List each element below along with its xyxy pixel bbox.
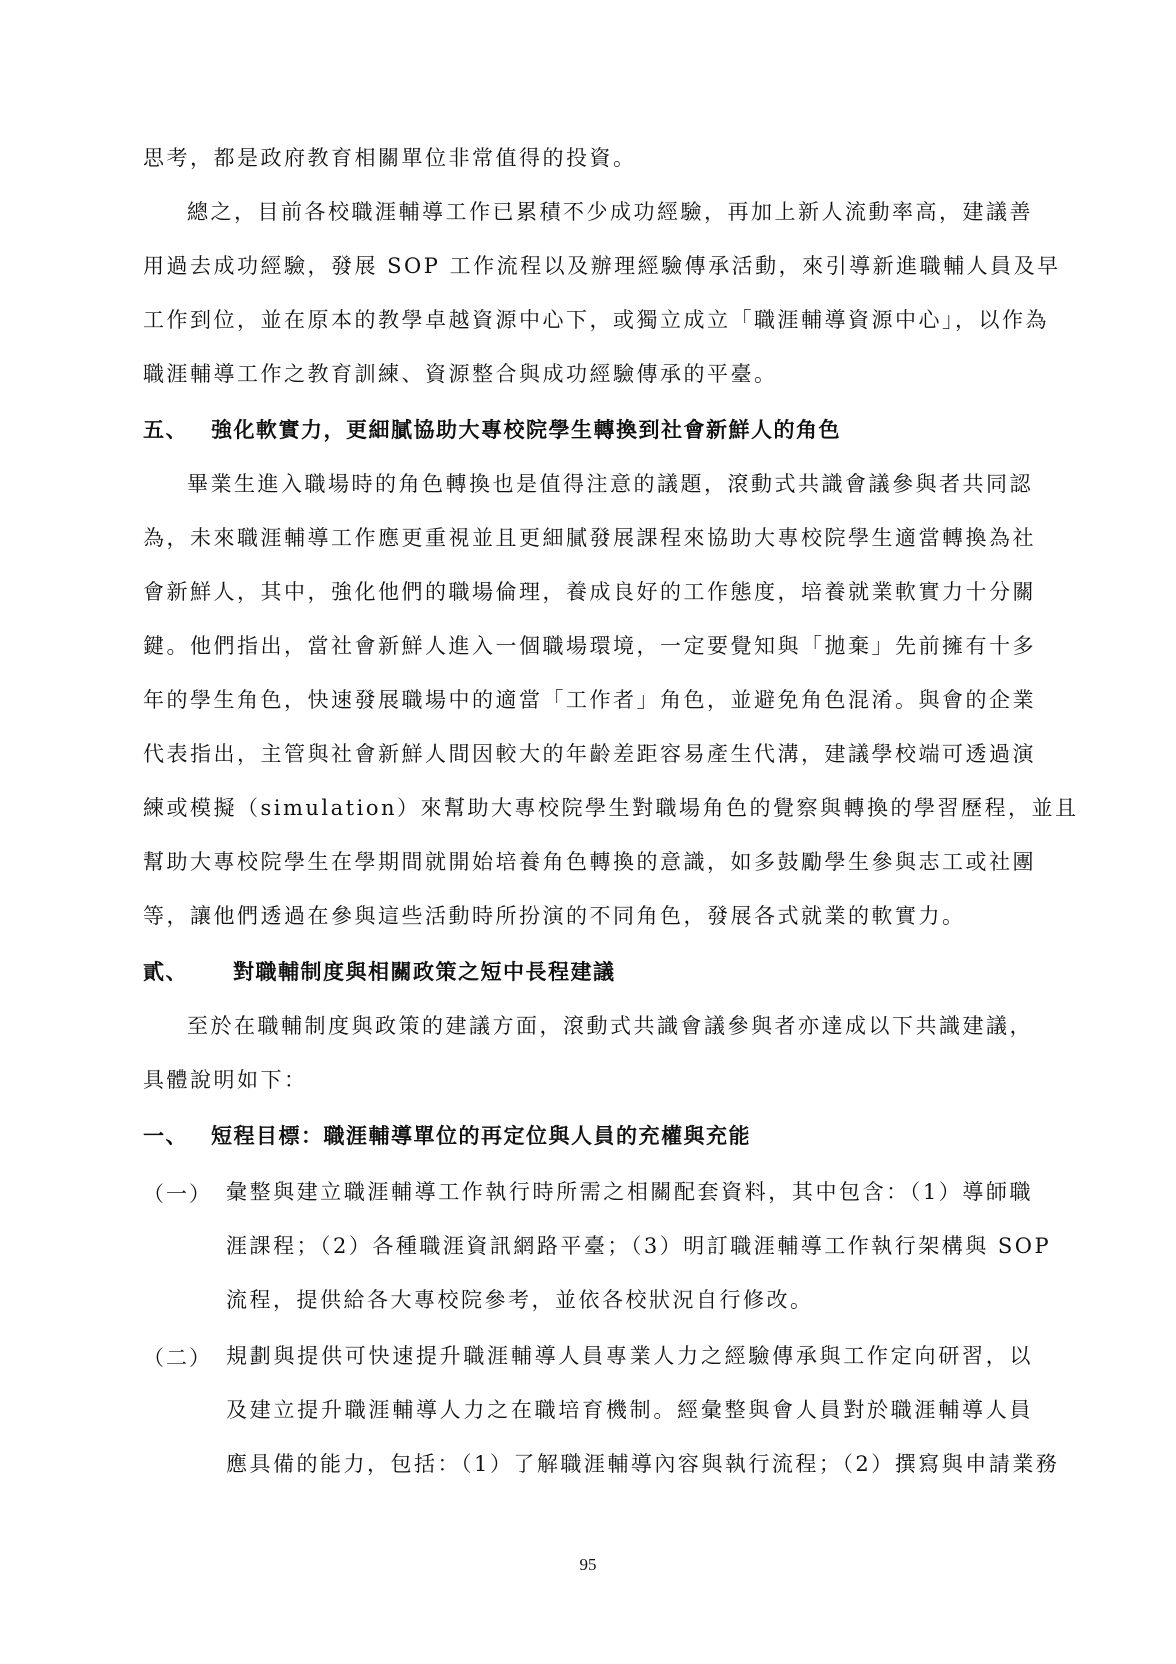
paragraph-line: 年的學生角色，快速發展職場中的適當「工作者」角色，並避免角色混淆。與會的企業	[143, 688, 1036, 712]
paragraph-line: 具體說明如下：	[143, 1068, 308, 1092]
section-title: 對職輔制度與相關政策之短中長程建議	[233, 959, 616, 984]
paragraph-line: 幫助大專校院學生在學期間就開始培養角色轉換的意識，如多鼓勵學生參與志工或社團	[143, 850, 1036, 874]
paragraph-line: 等，讓他們透過在參與這些活動時所扮演的不同角色，發展各式就業的軟實力。	[143, 904, 966, 928]
list-item-line: 應具備的能力，包括：（1）了解職涯輔導內容與執行流程；（2）撰寫與申請業務	[226, 1452, 1060, 1476]
section-number: 貳、	[143, 959, 188, 984]
list-item-line: 規劃與提供可快速提升職涯輔導人員專業人力之經驗傳承與工作定向研習，以	[226, 1344, 1033, 1368]
paragraph-line: 會新鮮人，其中，強化他們的職場倫理，養成良好的工作態度，培養就業軟實力十分關	[143, 580, 1036, 604]
subsection-number: 一、	[143, 1123, 188, 1148]
list-item-line: 彙整與建立職涯輔導工作執行時所需之相關配套資料，其中包含：（1）導師職	[226, 1180, 1033, 1204]
list-item-number: （一）	[143, 1182, 212, 1206]
paragraph-line: 鍵。他們指出，當社會新鮮人進入一個職場環境，一定要覺知與「拋棄」先前擁有十多	[143, 634, 1036, 658]
paragraph-line: 思考，都是政府教育相關單位非常值得的投資。	[143, 146, 637, 170]
paragraph-line: 總之，目前各校職涯輔導工作已累積不少成功經驗，再加上新人流動率高，建議善	[187, 200, 1033, 224]
list-item-number: （二）	[143, 1346, 212, 1370]
paragraph-line: 至於在職輔制度與政策的建議方面，滾動式共識會議參與者亦達成以下共識建議，	[187, 1014, 1033, 1038]
list-item-line: 及建立提升職涯輔導人力之在職培育機制。經彙整與會人員對於職涯輔導人員	[226, 1398, 1033, 1422]
page-number: 95	[579, 1555, 597, 1574]
list-item-line: 涯課程；（2）各種職涯資訊網路平臺；（3）明訂職涯輔導工作執行架構與 SOP	[226, 1234, 1052, 1258]
paragraph-line: 代表指出，主管與社會新鮮人間因較大的年齡差距容易產生代溝，建議學校端可透過演	[143, 742, 1036, 766]
paragraph-line: 用過去成功經驗，發展 SOP 工作流程以及辦理經驗傳承活動，來引導新進職輔人員及早	[143, 254, 1061, 278]
paragraph-line: 為，未來職涯輔導工作應更重視並且更細膩發展課程來協助大專校院學生適當轉換為社	[143, 526, 1036, 550]
paragraph-line: 工作到位，並在原本的教學卓越資源中心下，或獨立成立「職涯輔導資源中心」，以作為	[143, 308, 1049, 332]
list-item-line: 流程，提供給各大專校院參考，並依各校狀況自行修改。	[226, 1288, 814, 1312]
paragraph-line: 畢業生進入職場時的角色轉換也是值得注意的議題，滾動式共識會議參與者共同認	[187, 472, 1033, 496]
section-title: 強化軟實力，更細膩協助大專校院學生轉換到社會新鮮人的角色	[211, 417, 841, 442]
section-number: 五、	[143, 417, 188, 442]
subsection-title: 短程目標：職涯輔導單位的再定位與人員的充權與充能	[211, 1123, 751, 1148]
paragraph-line: 職涯輔導工作之教育訓練、資源整合與成功經驗傳承的平臺。	[143, 362, 778, 386]
paragraph-line: 練或模擬（simulation）來幫助大專校院學生對職場角色的覺察與轉換的學習歷程，並且	[143, 796, 1079, 820]
